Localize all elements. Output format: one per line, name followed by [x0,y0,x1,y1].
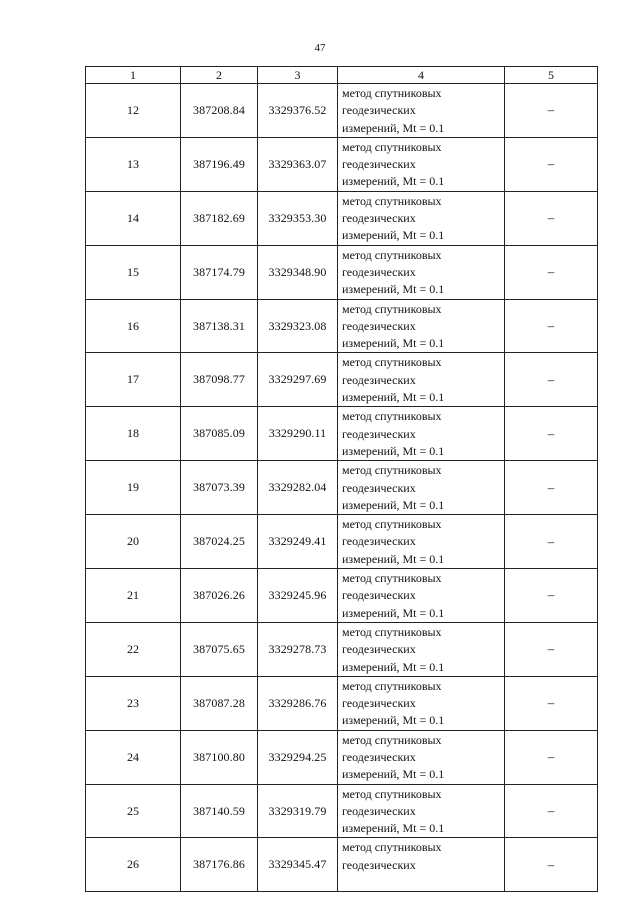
method-line: измерений, Mt = 0.1 [342,390,445,405]
method-line: метод спутниковых [342,86,442,100]
table-row [86,730,598,784]
method-line: геодезических [342,534,416,549]
method-line: метод спутниковых [342,301,442,316]
method-cell [338,622,505,676]
method-line: измерений, Mt = 0.1 [342,767,445,782]
table-row [86,353,598,407]
dash-cell: – [505,299,598,353]
method-line: геодезических [342,157,416,172]
header-cell: 5 [505,67,598,84]
point-number-cell: 15 [86,245,181,299]
point-number-cell: 12 [86,84,181,138]
dash-cell: – [505,137,598,191]
point-number-cell: 25 [86,784,181,838]
coordinate-x-cell: 387196.49 [181,137,258,191]
header-cell: 1 [86,67,181,84]
dash-cell: – [505,622,598,676]
method-line: метод спутниковых [342,840,442,855]
method-line: измерений, Mt = 0.1 [342,174,445,189]
dash-cell: – [505,407,598,461]
point-number-cell: 22 [86,622,181,676]
table-row [86,838,598,892]
point-number-cell: 23 [86,676,181,730]
method-line: метод спутниковых [342,463,442,478]
method-line: геодезических [342,211,416,226]
dash-cell: – [505,515,598,569]
method-cell [338,784,505,838]
method-line: измерений, Mt = 0.1 [342,228,445,243]
table-row [86,407,598,461]
point-number-cell: 14 [86,191,181,245]
page-number: 47 [314,42,326,54]
method-line: метод спутниковых [342,355,442,370]
point-number-cell: 19 [86,461,181,515]
dash-cell: – [505,730,598,784]
coordinate-x-cell: 387138.31 [181,299,258,353]
method-line: метод спутниковых [342,786,442,801]
method-cell [338,515,505,569]
coordinate-y-cell: 3329290.11 [258,407,338,461]
method-line: геодезических [342,588,416,603]
method-line: измерений, Mt = 0.1 [342,443,445,458]
method-line: геодезических [342,480,416,495]
table-row [86,784,598,838]
coordinate-x-cell: 387098.77 [181,353,258,407]
table-row [86,676,598,730]
coordinate-x-cell: 387176.86 [181,838,258,892]
method-cell [338,407,505,461]
method-line: метод спутниковых [342,247,442,262]
point-number-cell: 13 [86,137,181,191]
coordinate-x-cell: 387100.80 [181,730,258,784]
coordinate-y-cell: 3329297.69 [258,353,338,407]
dash-cell: – [505,191,598,245]
coordinates-table [85,66,598,892]
coordinate-x-cell: 387026.26 [181,569,258,623]
method-line: метод спутниковых [342,678,442,693]
method-line: метод спутниковых [342,732,442,747]
coordinate-x-cell: 387174.79 [181,245,258,299]
table-row [86,299,598,353]
method-cell [338,191,505,245]
table-row [86,569,598,623]
method-cell [338,730,505,784]
dash-cell: – [505,838,598,892]
point-number-cell: 18 [86,407,181,461]
coordinate-x-cell: 387073.39 [181,461,258,515]
method-line: геодезических [342,749,416,764]
method-cell [338,353,505,407]
dash-cell: – [505,461,598,515]
dash-cell: – [505,245,598,299]
method-cell [338,569,505,623]
method-line: измерений, Mt = 0.1 [342,282,445,297]
method-line: геодезических [342,318,416,333]
coordinate-x-cell: 387208.84 [181,84,258,138]
coordinate-y-cell: 3329363.07 [258,137,338,191]
coordinate-y-cell: 3329278.73 [258,622,338,676]
table-row [86,622,598,676]
point-number-cell: 26 [86,838,181,892]
method-line: геодезических [342,642,416,657]
method-line: геодезических [342,803,416,818]
header-cell: 3 [258,67,338,84]
method-cell [338,676,505,730]
method-cell [338,137,505,191]
coordinate-y-cell: 3329319.79 [258,784,338,838]
coordinate-y-cell: 3329294.25 [258,730,338,784]
method-line: геодезических [342,103,416,118]
coordinate-y-cell: 3329249.41 [258,515,338,569]
coordinate-x-cell: 387140.59 [181,784,258,838]
method-line: измерений, Mt = 0.1 [342,821,445,836]
method-line: измерений, Mt = 0.1 [342,713,445,728]
method-line: измерений, Mt = 0.1 [342,659,445,674]
coordinate-y-cell: 3329348.90 [258,245,338,299]
coordinate-y-cell: 3329353.30 [258,191,338,245]
method-line: измерений, Mt = 0.1 [342,497,445,512]
table-row [86,245,598,299]
method-line: метод спутниковых [342,517,442,532]
method-line: геодезических [342,264,416,279]
dash-cell: – [505,353,598,407]
coordinate-y-cell: 3329323.08 [258,299,338,353]
coordinate-y-cell: 3329286.76 [258,676,338,730]
table-row [86,461,598,515]
coordinate-y-cell: 3329282.04 [258,461,338,515]
header-cell: 2 [181,67,258,84]
method-line: геодезических [342,426,416,441]
coordinate-y-cell: 3329376.52 [258,84,338,138]
coordinate-x-cell: 387075.65 [181,622,258,676]
method-cell [338,461,505,515]
method-cell [338,84,505,138]
table-row [86,137,598,191]
table-row [86,515,598,569]
method-line: измерений, Mt = 0.1 [342,120,445,135]
coordinate-y-cell: 3329245.96 [258,569,338,623]
dash-cell: – [505,784,598,838]
method-line: геодезических [342,372,416,387]
coordinate-y-cell: 3329345.47 [258,838,338,892]
method-line: метод спутниковых [342,571,442,586]
point-number-cell: 16 [86,299,181,353]
method-line: метод спутниковых [342,193,442,208]
method-line: измерений, Mt = 0.1 [342,551,445,566]
table-header-row [86,67,598,84]
method-line: геодезических [342,696,416,711]
method-cell [338,245,505,299]
method-line: метод спутниковых [342,139,442,154]
header-cell: 4 [338,67,505,84]
point-number-cell: 17 [86,353,181,407]
point-number-cell: 21 [86,569,181,623]
method-line: геодезических [342,857,416,872]
method-line: измерений, Mt = 0.1 [342,605,445,620]
method-line: метод спутниковых [342,624,442,639]
method-cell [338,838,505,892]
table-container [85,66,597,872]
dash-cell: – [505,676,598,730]
method-line: измерений, Mt = 0.1 [342,336,445,351]
point-number-cell: 20 [86,515,181,569]
dash-cell: – [505,569,598,623]
table-row [86,191,598,245]
coordinate-x-cell: 387087.28 [181,676,258,730]
coordinate-x-cell: 387024.25 [181,515,258,569]
method-cell [338,299,505,353]
coordinate-x-cell: 387085.09 [181,407,258,461]
coordinate-x-cell: 387182.69 [181,191,258,245]
point-number-cell: 24 [86,730,181,784]
table-row [86,84,598,138]
method-line: метод спутниковых [342,409,442,424]
dash-cell: – [505,84,598,138]
